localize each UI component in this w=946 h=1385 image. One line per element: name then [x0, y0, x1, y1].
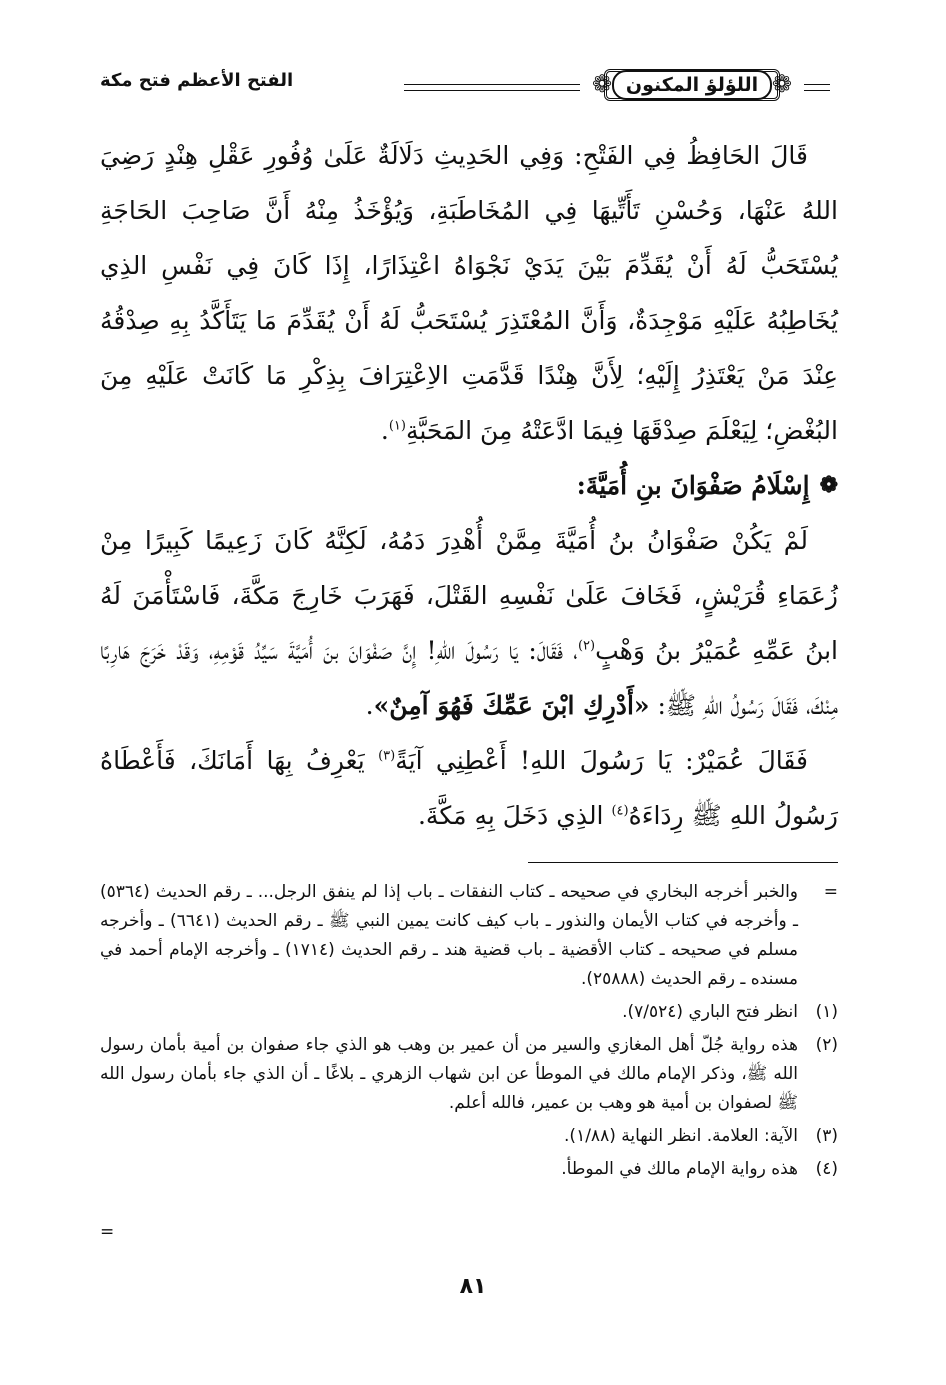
footnote-marker: (٤): [815, 1159, 838, 1179]
main-text: [100, 128, 838, 843]
footnote-ref: (٣): [378, 748, 396, 764]
section-title: إِسْلَامُ صَفْوَانَ بنِ أُمَيَّةَ:: [576, 471, 810, 500]
footnote-ref: (١): [388, 418, 406, 434]
paragraph-text: لَمْ يَكُنْ صَفْوَانُ بنُ أُمَيَّةَ مِمَّنْ أُهْدِرَ دَمُهُ، لَكِنَّهُ كَانَ زَعِيمًا كَبِيرًا مِنْ زُعَمَاءِ قُرَيْشٍ، فَخَافَ عَلَىٰ نَفْسِهِ القَتْلَ، فَهَرَبَ خَارِجَ مَكَّةَ، فَاسْتَأْمَنَ لَهُ ابنُ عَمِّهِ عُمَيْرُ بنُ وَهْبٍ: [100, 526, 838, 665]
header-rule: [404, 84, 580, 91]
footnote-text: هذه رواية الإمام مالك في الموطأ.: [561, 1159, 798, 1179]
paragraph-text: فَقَالَ عُمَيْرٌ: يَا رَسُولَ اللهِ! أَعْطِنِي آيَةً: [395, 746, 809, 775]
book-title-cartouche: [592, 65, 792, 105]
footnote-item: [100, 998, 838, 1027]
footnote-text: هذه رواية جُلّ أهل المغازي والسير من أن عمير بن وهب هو الذي جاء صفوان بن أمية بأمان رسول الله ﷺ، وذكر الإمام مالك في الموطأ عن ابن شهاب الزهري ـ بلاغًا ـ أن الذي جاء بأمان رسول الله ﷺ لصفوان بن أمية هو وهب بن عمير، فالله أعلم.: [100, 1035, 798, 1113]
footnote-continued: [100, 878, 838, 994]
paragraph-text: .: [380, 416, 389, 445]
section-ornament-icon: ❁: [819, 472, 838, 498]
paragraph-text: ، فَقَالَ: يَا رَسُولَ اللهِ! إِنَّ صَفْوَانَ بنَ أُمَيَّةَ سَيِّدُ قَوْمِهِ، وَقَدْ خَرَجَ هَارِبًا مِنْكَ، فَقَالَ رَسُولُ اللهِ ﷺ:: [100, 636, 838, 720]
footnote-item: [100, 1122, 838, 1151]
paragraph-text: الذِي دَخَلَ بِهِ مَكَّةَ.: [417, 801, 612, 830]
ornament-icon: ❁: [592, 70, 613, 98]
header-rule: [804, 84, 830, 91]
hadith-quote: «أَدْرِكِ ابْنَ عَمِّكَ فَهُوَ آمِنٌ»: [373, 691, 650, 720]
footnote-marker: (٢): [815, 1035, 838, 1055]
footnote-separator: [528, 862, 838, 863]
footnote-ref: (٢): [577, 638, 596, 654]
ornament-icon: ❁: [771, 70, 792, 98]
footnote-item: [100, 1031, 838, 1118]
paragraph: [100, 733, 838, 843]
footnote-text: والخبر أخرجه البخاري في صحيحه ـ كتاب النفقات ـ باب إذا لم ينفق الرجل... ـ رقم الحديث (٥٣٦٤) ـ وأخرجه في كتاب الأيمان والنذور ـ باب كيف كانت يمين النبي ﷺ ـ رقم الحديث (٦٦٤١) ـ وأخرجه مسلم في صحيحه ـ كتاب الأقضية ـ باب قضية هند ـ رقم الحديث (١٧١٤) ـ وأخرجه الإمام أحمد في مسنده ـ رقم الحديث (٢٥٨٨٨).: [100, 882, 798, 989]
footnote-text: انظر فتح الباري (٧/٥٢٤).: [622, 1002, 798, 1022]
paragraph-text: .: [365, 691, 374, 720]
footnote-marker: (٣): [815, 1126, 838, 1146]
footnote-continues-marker: =: [100, 1222, 115, 1242]
paragraph: [100, 128, 838, 458]
page-number: ٨١: [459, 1274, 487, 1299]
running-header: [100, 62, 830, 110]
paragraph: [100, 513, 838, 733]
footnotes: [100, 878, 838, 1188]
footnote-text: الآية: العلامة. انظر النهاية (١/٨٨).: [564, 1126, 798, 1146]
section-heading: [100, 458, 838, 513]
book-title: اللؤلؤ المكنون: [612, 70, 772, 100]
footnote-ref: (٤): [611, 803, 629, 819]
footnote-item: [100, 1155, 838, 1184]
paragraph-text: يَعْرِفُ بِهَا أَمَانَكَ، فَأَعْطَاهُ رَسُولُ اللهِ ﷺ رِدَاءَهُ: [100, 746, 838, 830]
chapter-title: الفتح الأعظم فتح مكة: [100, 70, 294, 91]
footnote-marker: (١): [815, 1002, 838, 1022]
paragraph-text: قَالَ الحَافِظُ فِي الفَتْحِ: وَفِي الحَدِيثِ دَلَالَةٌ عَلَىٰ وُفُورِ عَقْلِ هِنْدٍ رَضِيَ اللهُ عَنْهَا، وَحُسْنِ تَأَتِّيهَا فِي المُخَاطَبَةِ، وَيُؤْخَذُ مِنْهُ أَنَّ صَاحِبَ الحَاجَةِ يُسْتَحَبُّ لَهُ أَنْ يُقَدِّمَ بَيْنَ يَدَيْ نَجْوَاهُ اعْتِذَارًا، إِذَا كَانَ فِي نَفْسِ الذِي يُخَاطِبُهُ عَلَيْهِ مَوْجِدَةٌ، وَأَنَّ المُعْتَذِرَ يُسْتَحَبُّ لَهُ أَنْ يُقَدِّمَ مَا يَتَأَكَّدُ بِهِ صِدْقُهُ عِنْدَ مَنْ يَعْتَذِرُ إِلَيْهِ؛ لِأَنَّ هِنْدًا قَدَّمَتِ الاِعْتِرَافَ بِذِكْرِ مَا كَانَتْ عَلَيْهِ مِنَ البُغْضِ؛ لِيَعْلَمَ صِدْقَهَا فِيمَا ادَّعَتْهُ مِنَ المَحَبَّةِ: [100, 141, 838, 445]
footnote-marker: =: [823, 882, 838, 902]
